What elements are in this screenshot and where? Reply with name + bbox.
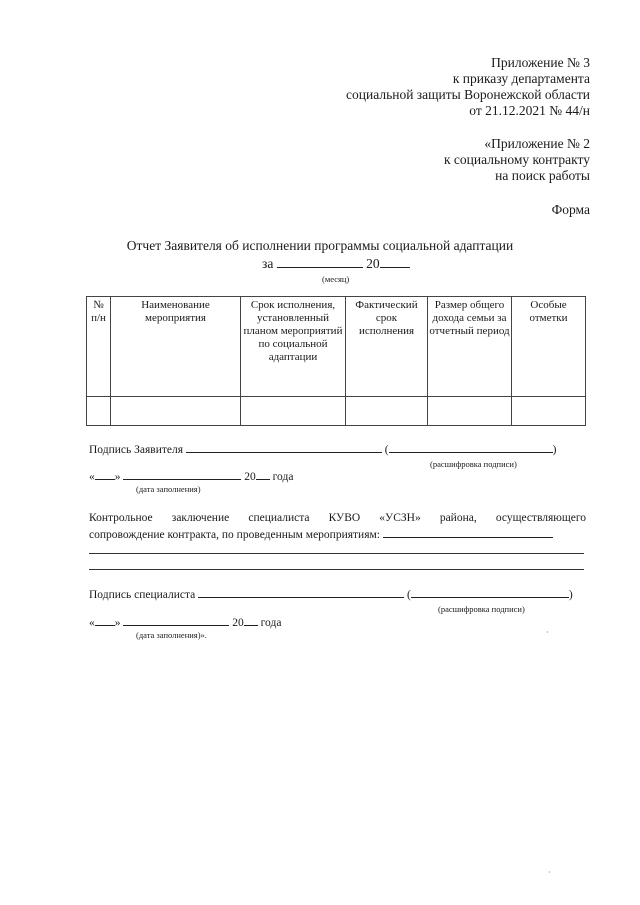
period-year-prefix: 20 xyxy=(366,256,380,271)
conclusion-text-line-2 xyxy=(89,526,553,541)
specialist-signature-field[interactable] xyxy=(198,586,404,598)
appendix-2-line-1: «Приложение № 2 xyxy=(484,136,590,151)
table-cell[interactable] xyxy=(428,397,512,426)
form-label: Форма xyxy=(551,202,590,217)
appendix-3-header xyxy=(346,55,590,119)
appendix-3-line-1: Приложение № 3 xyxy=(491,55,590,70)
appendix-2-header xyxy=(444,136,590,184)
table-cell[interactable] xyxy=(87,397,111,426)
report-period xyxy=(262,255,410,272)
conclusion-field-2[interactable] xyxy=(89,553,584,554)
applicant-day-field[interactable] xyxy=(95,468,115,480)
scan-speck: · xyxy=(546,628,549,637)
year-field[interactable] xyxy=(380,255,410,268)
applicant-signature-field[interactable] xyxy=(186,441,382,453)
specialist-signature-row xyxy=(89,586,573,601)
applicant-decode-field[interactable] xyxy=(389,441,553,453)
specialist-day-field[interactable] xyxy=(95,614,115,626)
appendix-2-line-2: к социальному контракту xyxy=(443,152,590,167)
applicant-quote-open: « xyxy=(89,471,95,483)
col-header-number: № п/н xyxy=(87,297,111,397)
table-cell[interactable] xyxy=(241,397,346,426)
col-header-special-notes: Особые отметки xyxy=(512,297,586,397)
table-header-row xyxy=(87,297,586,397)
applicant-paren-open: ( xyxy=(384,444,389,456)
col-header-activity: Наименование мероприятия xyxy=(111,297,241,397)
month-field[interactable] xyxy=(277,255,363,268)
conclusion-text-line-2-text: сопровождение контракта, по проведенным мероприятиям: xyxy=(89,529,380,541)
col-header-family-income: Размер общего дохода семьи за отчетный период xyxy=(428,297,512,397)
specialist-date-row xyxy=(89,614,281,629)
specialist-date-year: 20 xyxy=(232,617,244,629)
specialist-date-caption: (дата заполнения)». xyxy=(136,630,207,640)
applicant-year-field[interactable] xyxy=(256,468,270,480)
specialist-paren-close: ) xyxy=(568,589,573,601)
applicant-quote-close: » xyxy=(114,471,121,483)
applicant-paren-close: ) xyxy=(552,444,557,456)
col-header-planned-deadline: Срок исполнения, установленный планом мероприятий по социальной адаптации xyxy=(241,297,346,397)
conclusion-field-3[interactable] xyxy=(89,569,584,570)
specialist-year-field[interactable] xyxy=(244,614,258,626)
appendix-3-line-3: социальной защиты Воронежской области xyxy=(346,87,590,102)
col-header-actual-deadline: Фактический срок исполнения xyxy=(346,297,428,397)
specialist-signature-label: Подпись специалиста xyxy=(89,589,196,601)
report-title: Отчет Заявителя об исполнении программы социальной адаптации xyxy=(126,238,514,253)
applicant-date-suffix: года xyxy=(272,471,294,483)
table-cell[interactable] xyxy=(346,397,428,426)
period-prefix: за xyxy=(262,256,274,271)
applicant-date-caption: (дата заполнения) xyxy=(136,484,201,494)
specialist-quote-open: « xyxy=(89,617,95,629)
scan-speck: · xyxy=(548,868,551,877)
applicant-signature-label: Подпись Заявителя xyxy=(89,444,184,456)
appendix-3-line-2: к приказу департамента xyxy=(452,71,590,86)
conclusion-field-1[interactable] xyxy=(383,526,553,538)
specialist-quote-close: » xyxy=(114,617,121,629)
specialist-decode-caption: (расшифровка подписи) xyxy=(438,604,525,614)
applicant-date-year: 20 xyxy=(244,471,256,483)
report-table xyxy=(86,296,586,426)
applicant-decode-caption: (расшифровка подписи) xyxy=(430,459,517,469)
applicant-date-row xyxy=(89,468,293,483)
table-cell[interactable] xyxy=(512,397,586,426)
conclusion-text-line-1: Контрольное заключение специалиста КУВО «УСЗН» района, осуществляющего xyxy=(89,512,586,524)
specialist-month-field[interactable] xyxy=(123,614,229,626)
applicant-month-field[interactable] xyxy=(123,468,241,480)
specialist-decode-field[interactable] xyxy=(411,586,569,598)
table-row xyxy=(87,397,586,426)
specialist-paren-open: ( xyxy=(407,589,411,601)
month-caption: (месяц) xyxy=(322,274,350,284)
specialist-date-suffix: года xyxy=(260,617,282,629)
table-cell[interactable] xyxy=(111,397,241,426)
appendix-2-line-3: на поиск работы xyxy=(495,168,590,183)
applicant-signature-row xyxy=(89,441,556,456)
appendix-3-line-4: от 21.12.2021 № 44/н xyxy=(469,103,590,118)
